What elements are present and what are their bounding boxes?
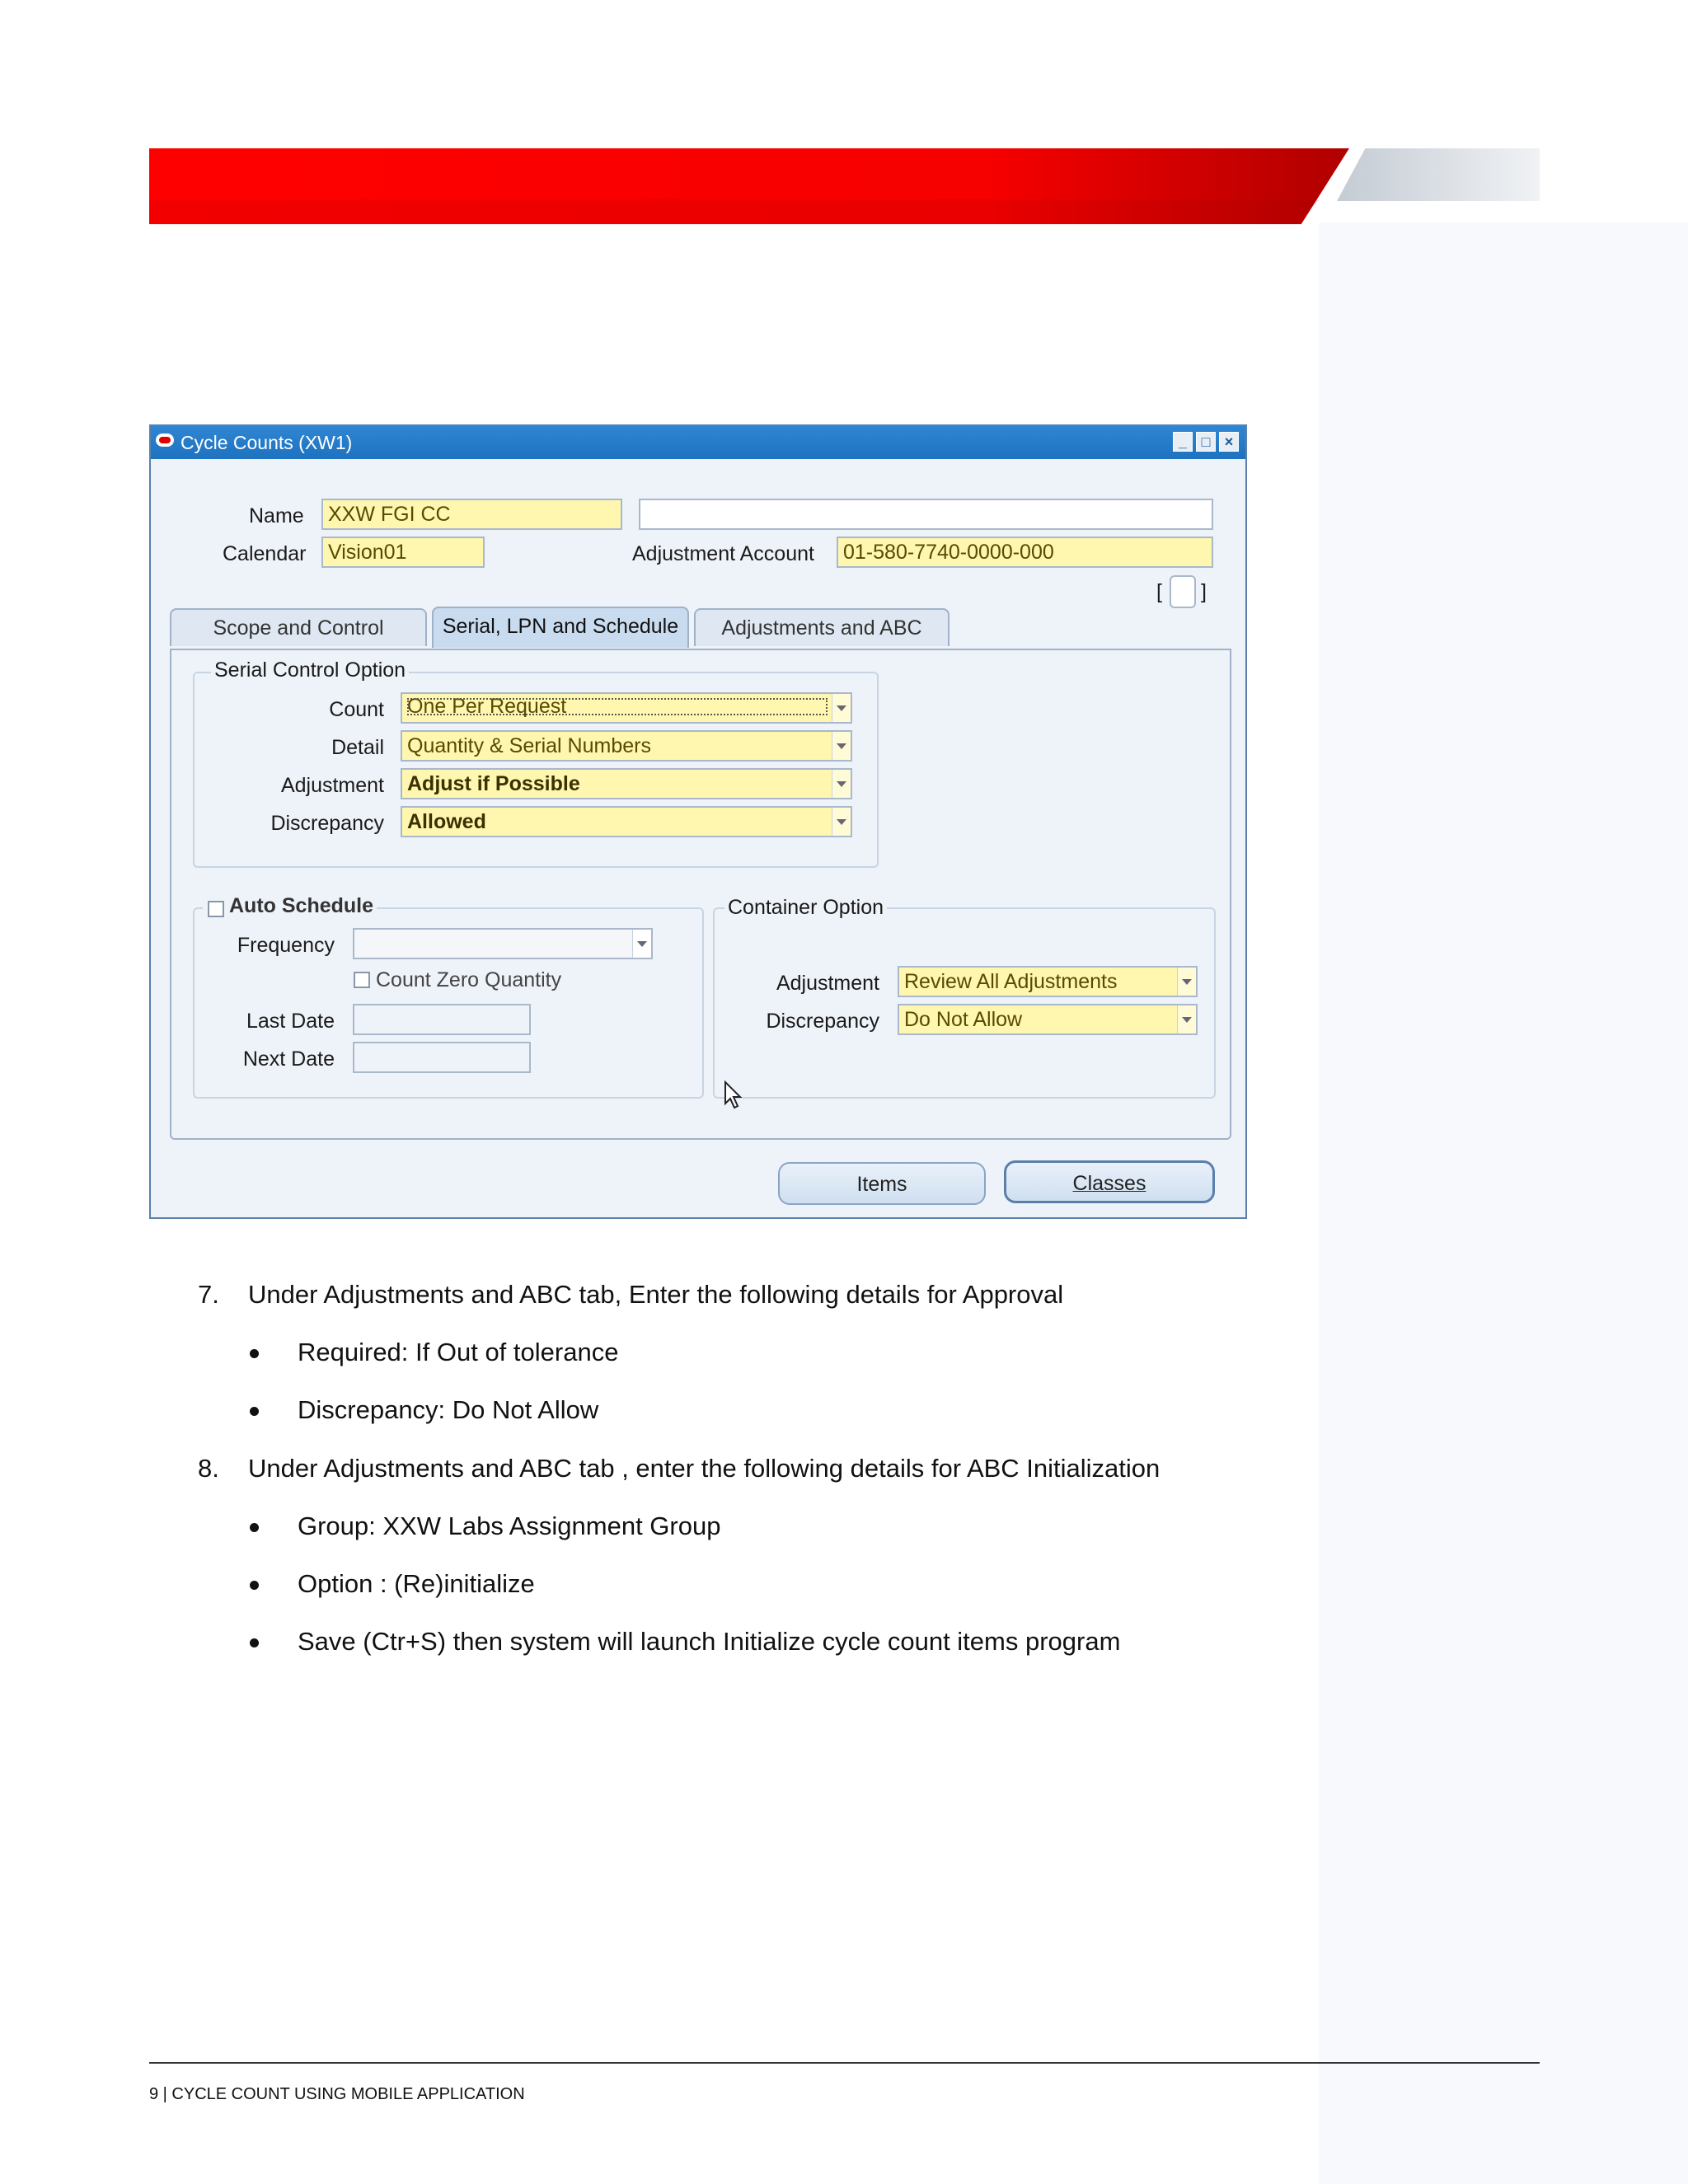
serial-detail-select[interactable]	[401, 730, 852, 762]
tab-scope-and-control[interactable]: Scope and Control	[170, 608, 427, 646]
bracket-left: [	[1156, 580, 1162, 603]
chevron-down-icon[interactable]	[832, 770, 851, 798]
footer-text: 9 | CYCLE COUNT USING MOBILE APPLICATION	[149, 2085, 525, 2103]
step-number: 7.	[198, 1280, 219, 1309]
serial-adjustment-value: Adjust if Possible	[407, 772, 580, 795]
bullet-text: Option : (Re)initialize	[298, 1569, 535, 1598]
description-field[interactable]	[639, 499, 1213, 530]
name-label: Name	[249, 504, 304, 527]
auto-schedule-group	[193, 894, 704, 1099]
bullet-icon	[250, 1638, 259, 1647]
header-banner-grey	[1337, 148, 1540, 201]
calendar-field[interactable]: Vision01	[321, 537, 485, 568]
tab-adjustments-and-abc[interactable]: Adjustments and ABC	[694, 608, 950, 646]
serial-count-value: One Per Request	[404, 695, 831, 719]
serial-control-group	[193, 658, 879, 868]
bullet-text: Required: If Out of tolerance	[298, 1338, 619, 1366]
serial-detail-label: Detail	[331, 736, 384, 759]
container-adjustment-value: Review All Adjustments	[904, 970, 1118, 993]
step-text: Under Adjustments and ABC tab, Enter the following details for Approval	[248, 1280, 1064, 1309]
classes-button[interactable]: Classes	[1004, 1160, 1215, 1203]
frequency-label: Frequency	[237, 934, 335, 957]
header-banner-shade	[149, 199, 1320, 224]
container-discrepancy-select[interactable]	[898, 1004, 1198, 1035]
next-date-label: Next Date	[242, 1047, 335, 1071]
chevron-down-icon[interactable]	[1177, 1005, 1196, 1033]
next-date-field[interactable]	[353, 1042, 531, 1073]
chevron-down-icon[interactable]	[832, 694, 851, 722]
serial-adjustment-select[interactable]	[401, 768, 852, 799]
cycle-counts-window	[149, 424, 1247, 1219]
serial-count-label: Count	[329, 698, 384, 721]
auto-schedule-title: Auto Schedule	[203, 894, 377, 918]
bullet-icon	[250, 1407, 259, 1416]
tab-serial-lpn-schedule[interactable]: Serial, LPN and Schedule	[432, 607, 689, 648]
bullet-icon	[250, 1349, 259, 1358]
bracket-right: ]	[1201, 580, 1207, 603]
items-button[interactable]: Items	[778, 1162, 986, 1205]
serial-control-title: Serial Control Option	[211, 658, 409, 682]
container-adjustment-label: Adjustment	[776, 972, 879, 995]
chevron-down-icon[interactable]	[1177, 968, 1196, 996]
page-background-right	[1319, 223, 1688, 2184]
flexfield-box[interactable]	[1170, 575, 1196, 608]
serial-detail-value: Quantity & Serial Numbers	[407, 734, 651, 757]
adjustment-account-label: Adjustment Account	[632, 542, 814, 565]
serial-discrepancy-select[interactable]	[401, 806, 852, 837]
window-titlebar[interactable]	[151, 426, 1245, 459]
container-discrepancy-label: Discrepancy	[766, 1010, 879, 1033]
oracle-logo-icon	[156, 434, 174, 447]
container-adjustment-select[interactable]	[898, 966, 1198, 997]
chevron-down-icon[interactable]	[832, 808, 851, 836]
count-zero-checkbox[interactable]	[354, 972, 370, 988]
mouse-cursor-icon	[724, 1080, 745, 1110]
serial-discrepancy-label: Discrepancy	[270, 812, 384, 835]
container-option-group	[713, 896, 1216, 1099]
chevron-down-icon[interactable]	[832, 732, 851, 760]
count-zero-label: Count Zero Quantity	[376, 968, 562, 991]
bullet-text: Group: XXW Labs Assignment Group	[298, 1511, 721, 1540]
last-date-label: Last Date	[246, 1010, 335, 1033]
step-number: 8.	[198, 1454, 219, 1483]
frequency-select[interactable]	[353, 928, 653, 959]
bullet-text: Save (Ctr+S) then system will launch Initialize cycle count items program	[298, 1627, 1121, 1656]
serial-count-select[interactable]	[401, 692, 852, 724]
serial-adjustment-label: Adjustment	[280, 774, 384, 797]
container-option-title: Container Option	[724, 896, 887, 920]
bullet-text: Discrepancy: Do Not Allow	[298, 1395, 599, 1424]
serial-discrepancy-value: Allowed	[407, 810, 486, 833]
calendar-label: Calendar	[223, 542, 307, 565]
tab-panel	[170, 649, 1231, 1140]
chevron-down-icon[interactable]	[632, 930, 651, 958]
window-title: Cycle Counts (XW1)	[181, 432, 353, 453]
container-discrepancy-value: Do Not Allow	[904, 1008, 1023, 1031]
maximize-icon[interactable]: □	[1196, 432, 1216, 452]
minimize-icon[interactable]: _	[1173, 432, 1193, 452]
name-field[interactable]: XXW FGI CC	[321, 499, 622, 530]
bullet-icon	[250, 1523, 259, 1532]
step-text: Under Adjustments and ABC tab , enter the following details for ABC Initialization	[248, 1454, 1160, 1483]
adjustment-account-field[interactable]: 01-580-7740-0000-000	[837, 537, 1213, 568]
close-icon[interactable]: ×	[1219, 432, 1239, 452]
auto-schedule-checkbox[interactable]	[208, 901, 224, 917]
footer-divider	[149, 2062, 1540, 2064]
last-date-field[interactable]	[353, 1004, 531, 1035]
bullet-icon	[250, 1581, 259, 1590]
